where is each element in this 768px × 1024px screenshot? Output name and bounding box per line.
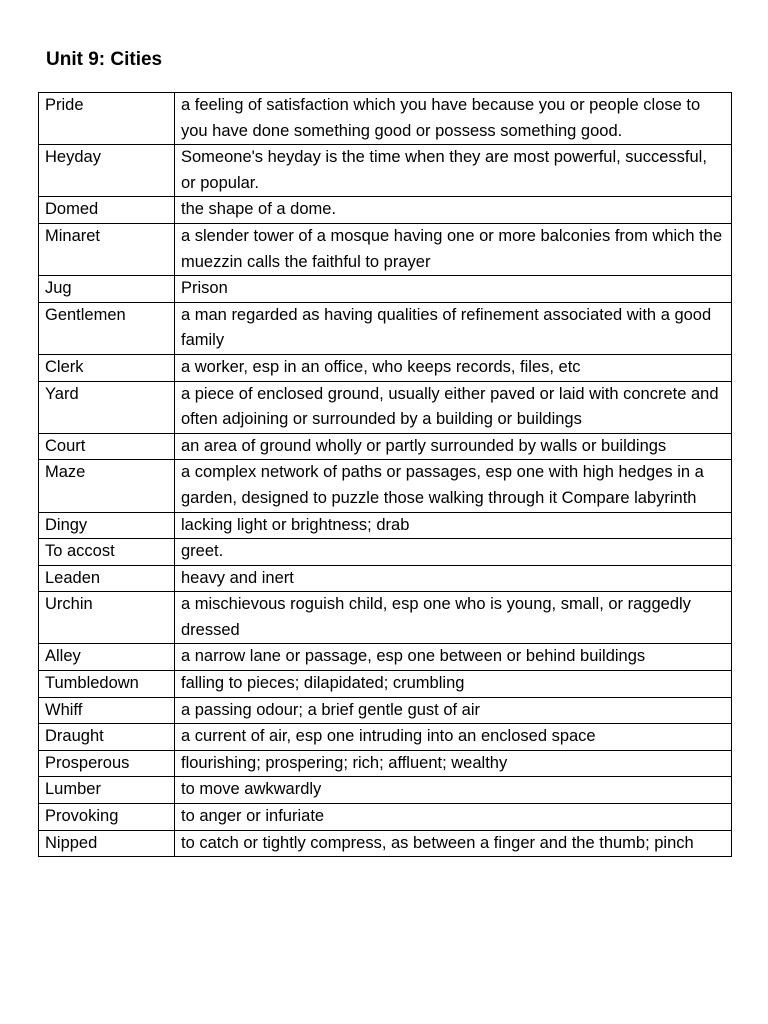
term-cell: Jug [39,276,175,303]
table-row [39,804,732,831]
table-row [39,460,732,512]
term-cell: Alley [39,644,175,671]
definition-cell: a worker, esp in an office, who keeps records, files, etc [175,354,732,381]
definition-cell: an area of ground wholly or partly surrounded by walls or buildings [175,433,732,460]
term-cell: Urchin [39,592,175,644]
definition-cell: a feeling of satisfaction which you have because you or people close to you have done something good or possess something good. [175,93,732,145]
definition-cell: a mischievous roguish child, esp one who is young, small, or raggedly dressed [175,592,732,644]
definition-cell: the shape of a dome. [175,197,732,224]
definition-cell: heavy and inert [175,565,732,592]
definition-cell: falling to pieces; dilapidated; crumbling [175,671,732,698]
table-row [39,671,732,698]
definition-cell: Prison [175,276,732,303]
term-cell: Yard [39,381,175,433]
term-cell: Tumbledown [39,671,175,698]
term-cell: Nipped [39,830,175,857]
table-row [39,512,732,539]
term-cell: Minaret [39,223,175,275]
table-row [39,223,732,275]
definition-cell: to move awkwardly [175,777,732,804]
table-row [39,830,732,857]
table-row [39,644,732,671]
vocabulary-table [38,92,732,857]
table-row [39,777,732,804]
table-row [39,93,732,145]
table-row [39,592,732,644]
table-row [39,276,732,303]
definition-cell: a passing odour; a brief gentle gust of air [175,697,732,724]
term-cell: Heyday [39,145,175,197]
definition-cell: to anger or infuriate [175,804,732,831]
term-cell: Court [39,433,175,460]
term-cell: Dingy [39,512,175,539]
term-cell: Clerk [39,354,175,381]
table-row [39,750,732,777]
term-cell: Lumber [39,777,175,804]
definition-cell: a complex network of paths or passages, esp one with high hedges in a garden, designed to puzzle those walking through it Compare labyrinth [175,460,732,512]
term-cell: Domed [39,197,175,224]
term-cell: Whiff [39,697,175,724]
table-row [39,197,732,224]
term-cell: Gentlemen [39,302,175,354]
term-cell: To accost [39,539,175,566]
definition-cell: Someone's heyday is the time when they are most powerful, successful, or popular. [175,145,732,197]
definition-cell: greet. [175,539,732,566]
definition-cell: a current of air, esp one intruding into an enclosed space [175,724,732,751]
term-cell: Leaden [39,565,175,592]
term-cell: Draught [39,724,175,751]
term-cell: Pride [39,93,175,145]
table-row [39,354,732,381]
table-row [39,724,732,751]
term-cell: Prosperous [39,750,175,777]
table-row [39,539,732,566]
table-row [39,145,732,197]
definition-cell: a slender tower of a mosque having one or more balconies from which the muezzin calls the faithful to prayer [175,223,732,275]
table-row [39,381,732,433]
table-row [39,565,732,592]
table-row [39,433,732,460]
page-title: Unit 9: Cities [46,49,163,70]
table-row [39,302,732,354]
definition-cell: to catch or tightly compress, as between a finger and the thumb; pinch [175,830,732,857]
definition-cell: lacking light or brightness; drab [175,512,732,539]
term-cell: Maze [39,460,175,512]
definition-cell: a man regarded as having qualities of refinement associated with a good family [175,302,732,354]
definition-cell: a narrow lane or passage, esp one between or behind buildings [175,644,732,671]
table-row [39,697,732,724]
definition-cell: a piece of enclosed ground, usually either paved or laid with concrete and often adjoining or surrounded by a building or buildings [175,381,732,433]
term-cell: Provoking [39,804,175,831]
definition-cell: flourishing; prospering; rich; affluent; wealthy [175,750,732,777]
